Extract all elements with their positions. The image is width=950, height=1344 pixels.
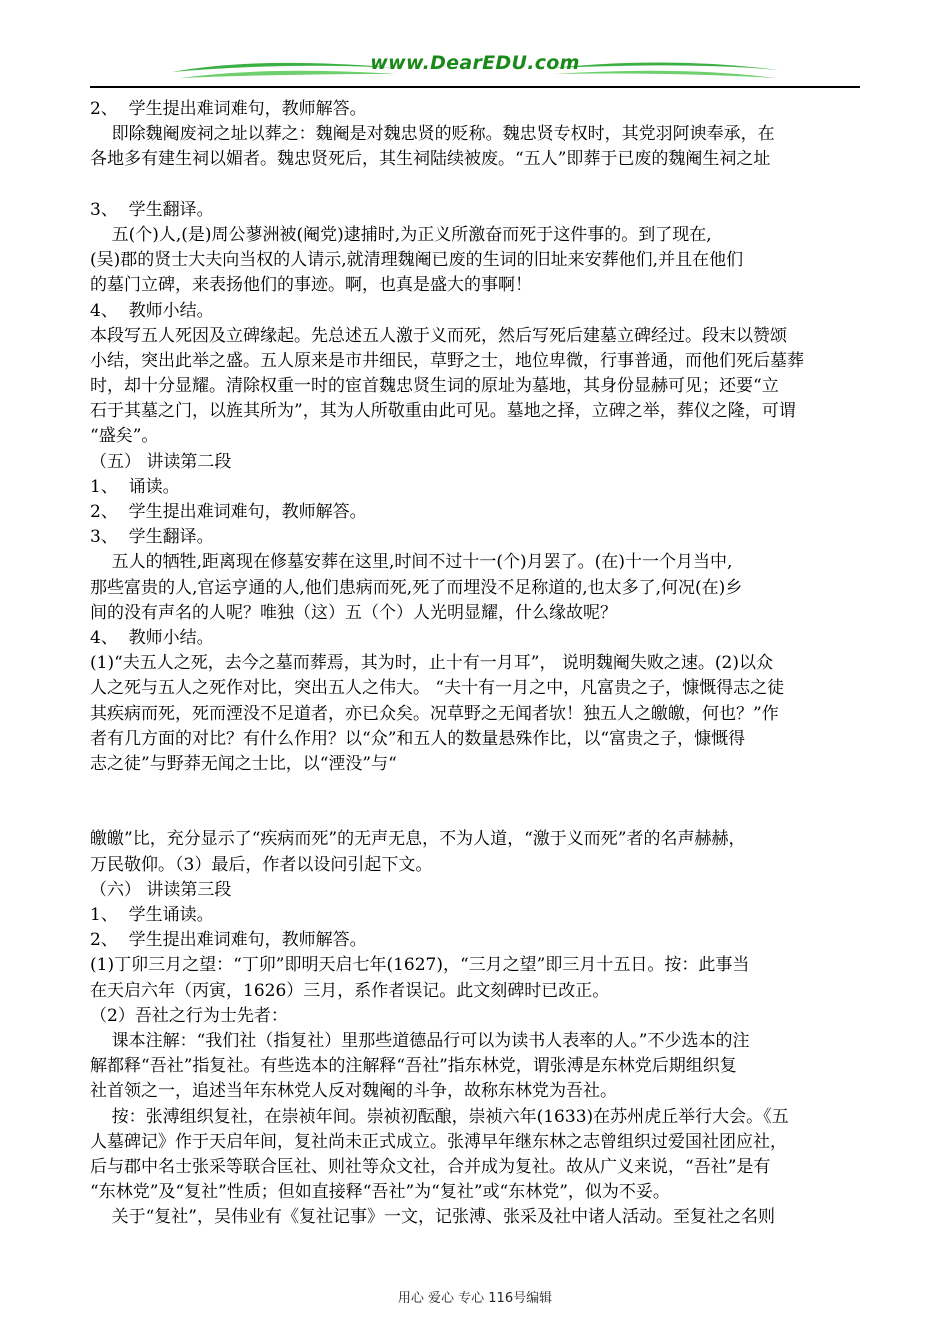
text-line: 关于“复社”，吴伟业有《复社记事》一文，记张溥、张采及社中诸人活动。至复社之名则 bbox=[90, 1207, 775, 1228]
site-name: www.DearEDU.com bbox=[370, 52, 580, 74]
text-line: 3、 学生翻译。 bbox=[90, 199, 214, 220]
text-line: 3、 学生翻译。 bbox=[90, 527, 214, 548]
text-line: （2）吾社之行为士先者： bbox=[90, 1005, 288, 1026]
text-line: 在天启六年（丙寅，1626）三月，系作者误记。此文刻碑时已改正。 bbox=[90, 980, 610, 1001]
text-line: 其疾病而死，死而湮没不足道者，亦已众矣。况草野之无闻者欤！独五人之皦皦，何也？”作 bbox=[90, 703, 779, 724]
text-line: 各地多有建生祠以媚者。魏忠贤死后，其生祠陆续被废。“五人”即葬于已废的魏阉生祠之址 bbox=[90, 149, 771, 170]
text-line: 即除魏阉废祠之址以葬之：魏阉是对魏忠贤的贬称。魏忠贤专权时，其党羽阿谀奉承，在 bbox=[90, 124, 775, 145]
text-line: 小结，突出此举之盛。五人原来是市井细民，草野之士，地位卑微，行事普通，而他们死后墓葬 bbox=[90, 350, 804, 371]
text-line: “盛矣”。 bbox=[90, 426, 159, 447]
text-line: 4、 教师小结。 bbox=[90, 627, 214, 648]
text-line: (1)丁卯三月之望：“丁卯”即明天启七年(1627)，“三月之望”即三月十五日。按：此事当 bbox=[90, 955, 750, 976]
header-rule bbox=[90, 86, 860, 88]
text-line: 课本注解：“我们社（指复社）里那些道德品行可以为读书人表率的人。”不少选本的注 bbox=[90, 1030, 750, 1051]
text-line: （六） 讲读第三段 bbox=[90, 879, 232, 900]
text-line: 按：张溥组织复社，在崇祯年间。崇祯初酝酿，崇祯六年(1633)在苏州虎丘举行大会。《五 bbox=[90, 1106, 789, 1127]
text-line: 本段写五人死因及立碑缘起。先总述五人激于义而死，然后写死后建墓立碑经过。段末以赞颂 bbox=[90, 325, 787, 346]
text-line: 人墓碑记》作于天启年间，复社尚未正式成立。张溥早年继东林之志曾组织过爱国社团应社， bbox=[90, 1131, 787, 1152]
page-header bbox=[90, 50, 860, 92]
text-line: 皦皦”比，充分显示了“疾病而死”的无声无息，不为人道，“激于义而死”者的名声赫赫， bbox=[90, 829, 746, 850]
text-line: (1)“夫五人之死，去今之墓而葬焉，其为时，止十有一月耳”， 说明魏阉失败之速。(2)以众 bbox=[90, 653, 773, 674]
text-line: 2、 学生提出难词难句，教师解答。 bbox=[90, 930, 367, 951]
blank-line bbox=[90, 802, 862, 827]
text-line: 间的没有声名的人呢？唯独（这）五（个）人光明显耀，什么缘故呢？ bbox=[90, 602, 617, 623]
text-line: 者有几方面的对比？有什么作用？以“众”和五人的数量悬殊作比，以“富贵之子，慷慨得 bbox=[90, 728, 746, 749]
document-body bbox=[90, 97, 862, 1230]
blank-line bbox=[90, 777, 862, 802]
text-line: 五(个)人,(是)周公蓼洲被(阉党)逮捕时,为正义所激奋而死于这件事的。到了现在, bbox=[90, 224, 712, 245]
text-line: 1、 诵读。 bbox=[90, 476, 180, 497]
text-line: 2、 学生提出难词难句，教师解答。 bbox=[90, 502, 367, 522]
text-line: 人之死与五人之死作对比，突出五人之伟大。 “夫十有一月之中，凡富贵之子，慷慨得志之徒 bbox=[90, 678, 785, 699]
text-line: 石于其墓之门，以旌其所为”，其为人所敬重由此可见。墓地之择，立碑之举，葬仪之隆，可谓 bbox=[90, 401, 796, 422]
text-line: “东林党”及“复社”性质；但如直接释“吾社”为“复社”或“东林党”，似为不妥。 bbox=[90, 1182, 670, 1203]
text-line: （五） 讲读第二段 bbox=[90, 451, 232, 472]
blank-line bbox=[90, 173, 862, 198]
text-line: (吴)郡的贤士大夫向当权的人请示,就清理魏阉已废的生词的旧址来安葬他们,并且在他们 bbox=[90, 250, 744, 271]
text-line: 志之徒”与野莽无闻之士比，以“湮没”与“ bbox=[90, 753, 397, 774]
text-line: 2、 学生提出难词难句，教师解答。 bbox=[90, 99, 367, 119]
text-line: 社首领之一，追述当年东林党人反对魏阉的斗争，故称东林党为吾社。 bbox=[90, 1081, 617, 1102]
text-line: 后与郡中名士张采等联合匡社、则社等众文社，合并成为复社。故从广义来说，“吾社”是有 bbox=[90, 1156, 771, 1177]
text-line: 万民敬仰。（3）最后，作者以设问引起下文。 bbox=[90, 854, 433, 875]
text-line: 1、 学生诵读。 bbox=[90, 905, 214, 925]
text-line: 的墓门立碑，来表扬他们的事迹。啊，也真是盛大的事啊！ bbox=[90, 275, 532, 296]
text-line: 时，却十分显耀。清除权重一时的宦首魏忠贤生词的原址为墓地，其身份显赫可见；还要“立 bbox=[90, 376, 779, 397]
text-line: 4、 教师小结。 bbox=[90, 300, 214, 321]
text-line: 那些富贵的人,官运亨通的人,他们患病而死,死了而埋没不足称道的,也太多了,何况(在)乡 bbox=[90, 577, 743, 598]
text-line: 解都释“吾社”指复社。有些选本的注解释“吾社”指东林党，谓张溥是东林党后期组织复 bbox=[90, 1056, 737, 1077]
text-line: 五人的牺牲,距离现在修墓安葬在这里,时间不过十一(个)月罢了。(在)十一个月当中, bbox=[90, 552, 733, 573]
page-footer: 用心 爱心 专心 116号编辑 bbox=[397, 1291, 553, 1306]
